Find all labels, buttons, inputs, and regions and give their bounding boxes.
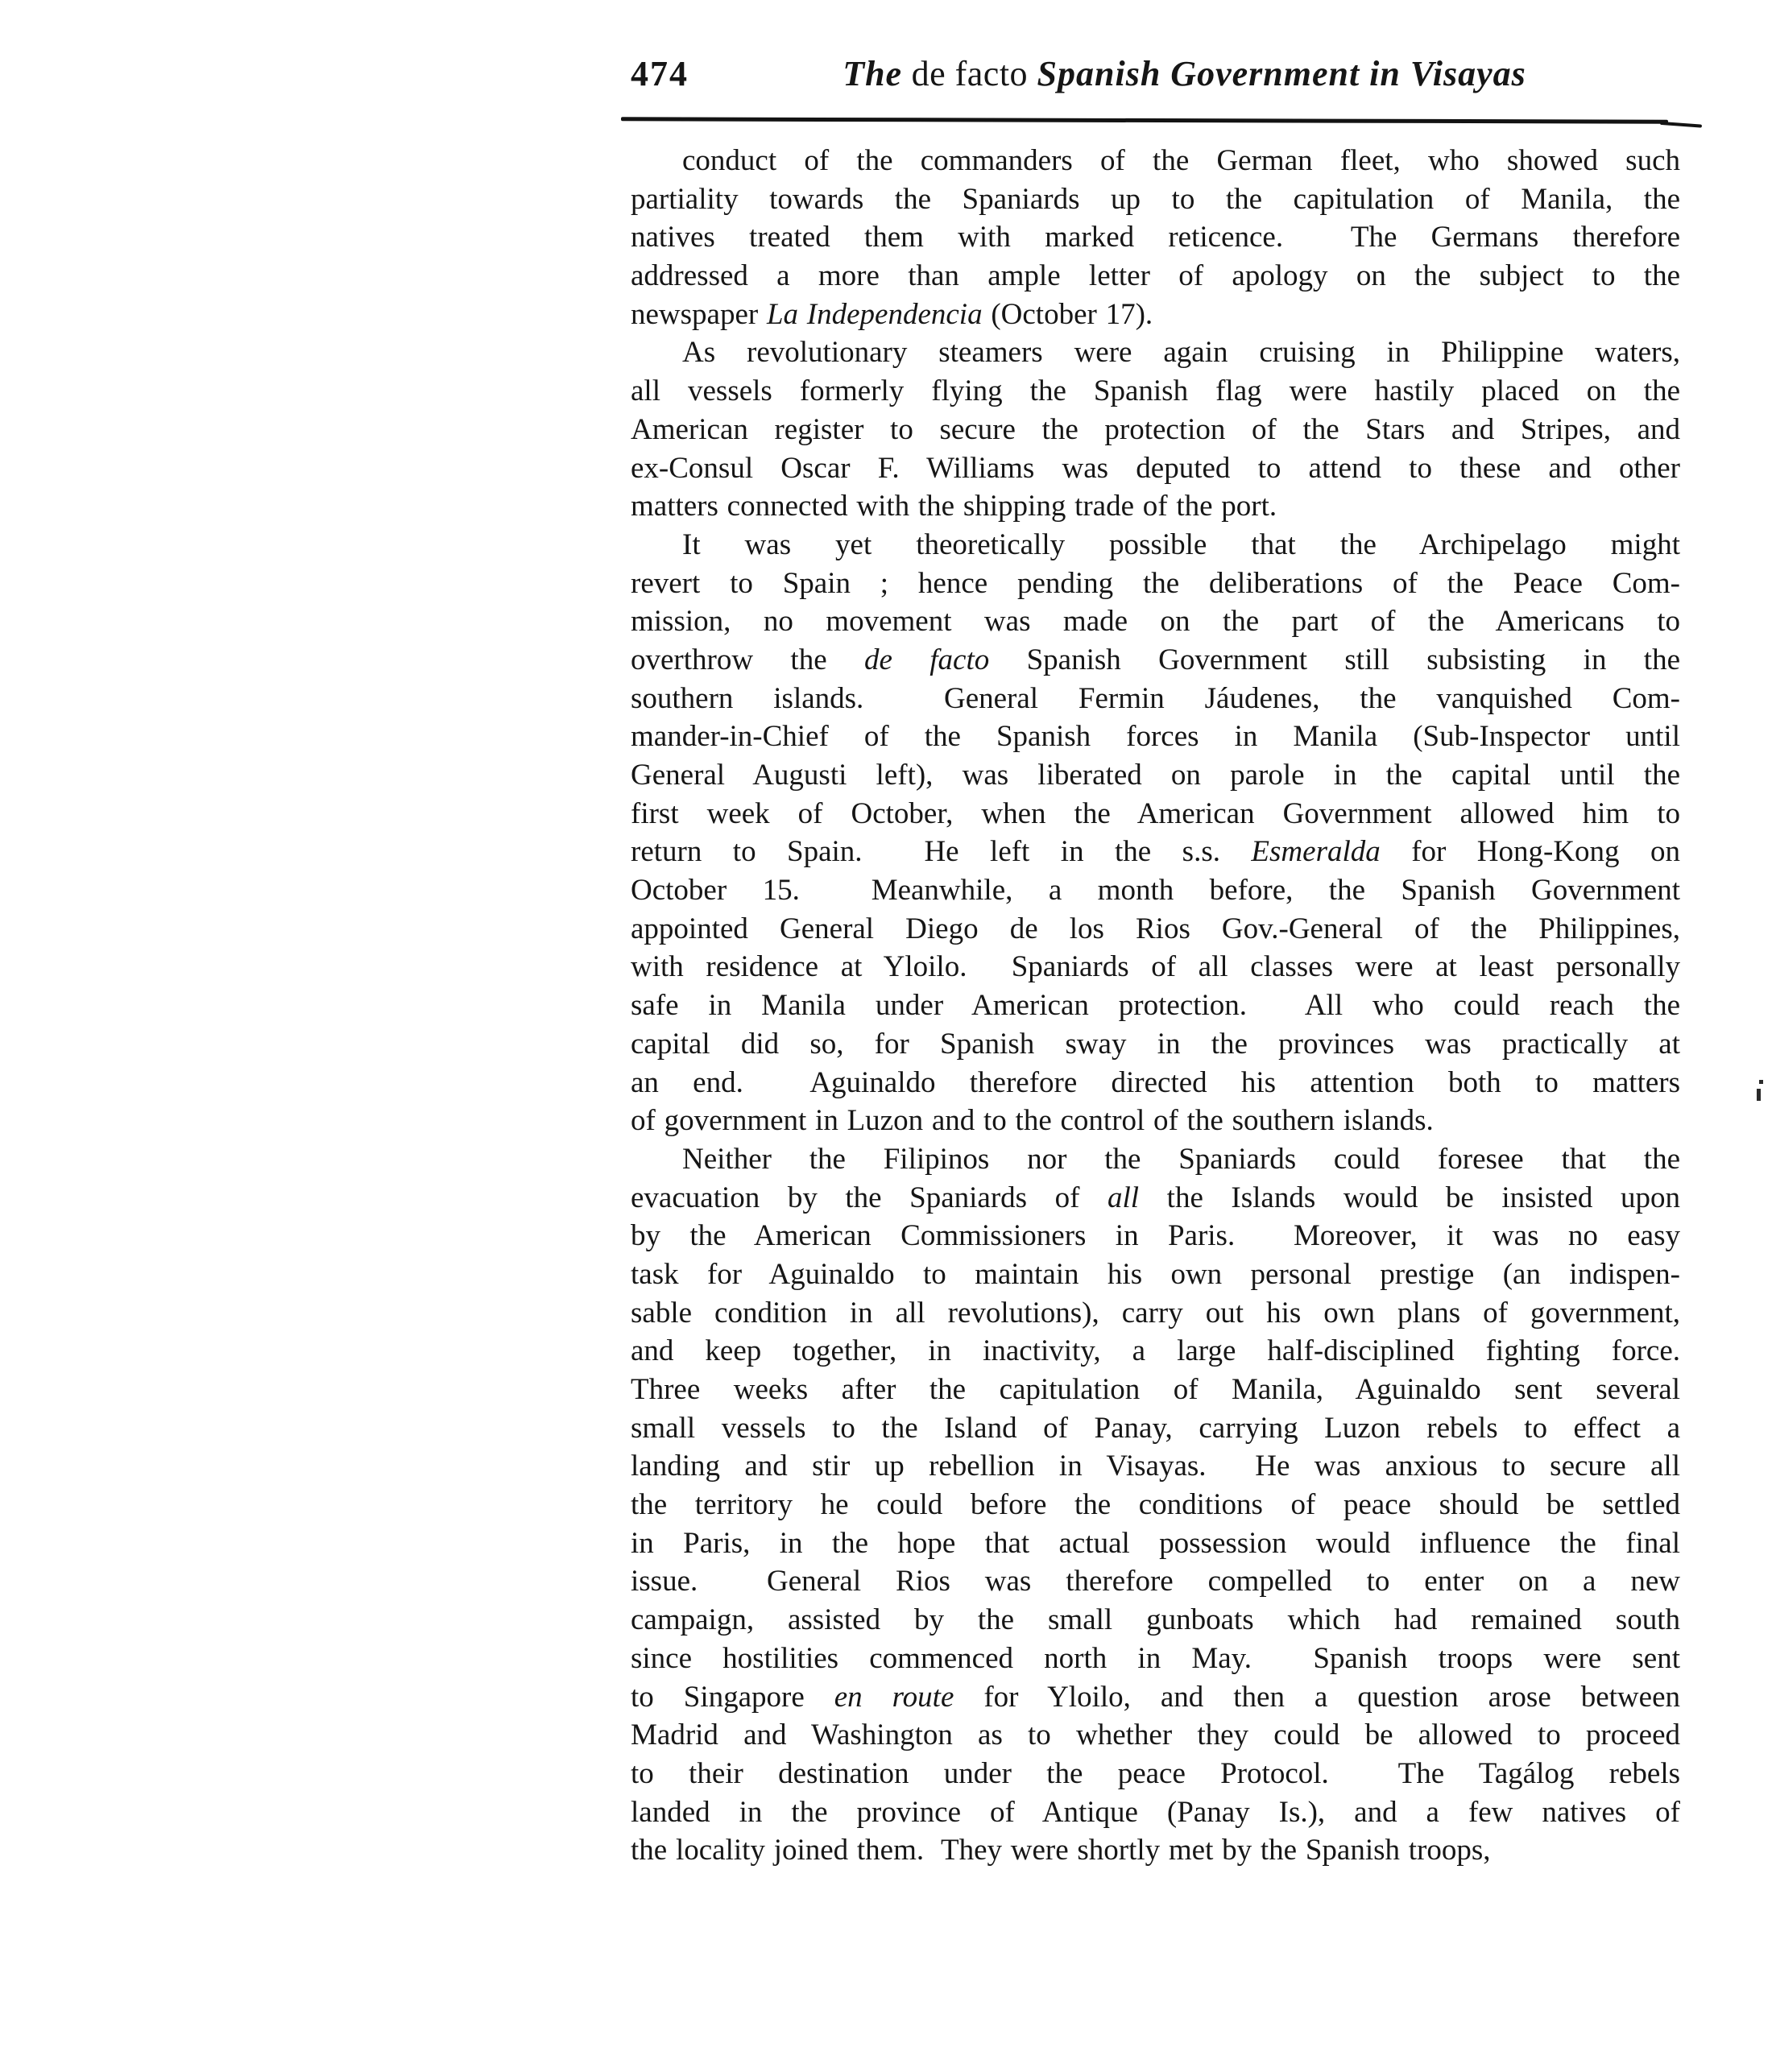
italic-text-segment: Esmeralda (1251, 835, 1381, 869)
text-segment: natives treated them with marked reticence. The Germans therefore (631, 221, 1680, 254)
text-segment: campaign, assisted by the small gunboats which had remained south (631, 1603, 1680, 1637)
text-segment: landing and stir up rebellion in Visayas. He was anxious to secure all (631, 1450, 1680, 1483)
text-segment: task for Aguinaldo to maintain his own personal prestige (an indispen- (631, 1257, 1680, 1291)
text-line (631, 142, 1680, 180)
text-segment: of government in Luzon and to the control of the southern islands. (631, 1104, 1434, 1138)
text-line (631, 1064, 1680, 1102)
text-line (631, 296, 1680, 334)
text-segment: small vessels to the Island of Panay, carrying Luzon rebels to effect a (631, 1411, 1680, 1445)
text-line (631, 1179, 1680, 1218)
text-segment: by the American Commissioners in Paris. Moreover, it was no easy (631, 1219, 1680, 1253)
text-line (631, 1409, 1680, 1448)
text-segment: appointed General Diego de los Rios Gov.-General of the Philippines, (631, 912, 1680, 945)
text-segment: It was yet theoretically possible that the Archipelago might (682, 527, 1680, 561)
text-line (631, 1140, 1680, 1179)
text-segment: since hostilities commenced north in May. Spanish troops were sent (631, 1641, 1680, 1675)
text-segment: the territory he could before the conditions of peace should be settled (631, 1488, 1680, 1522)
text-segment: sable condition in all revolutions), carry out his own plans of government, (631, 1296, 1680, 1330)
text-segment: General Augusti left), was liberated on parole in the capital until the (631, 759, 1680, 792)
text-line (631, 1640, 1680, 1678)
text-line (631, 1562, 1680, 1601)
text-line (631, 1831, 1680, 1870)
text-segment: all vessels formerly flying the Spanish flag were hastily placed on the (631, 374, 1680, 408)
paragraph (631, 526, 1680, 1140)
scan-artifact-dot (1759, 1080, 1763, 1084)
italic-text-segment: de facto (863, 643, 990, 676)
text-line (631, 680, 1680, 718)
text-line (631, 1102, 1680, 1140)
text-segment: return to Spain. He left in the s.s. (631, 835, 1252, 869)
page-title-part-roman: de facto (902, 54, 1037, 93)
text-segment: an end. Aguinaldo therefore directed his attention both to matters (631, 1065, 1680, 1099)
text-segment: Madrid and Washington as to whether they could be allowed to proceed (631, 1718, 1680, 1752)
text-line (631, 1793, 1680, 1832)
text-segment: with residence at Yloilo. Spaniards of all classes were at least personally (631, 950, 1680, 984)
header-rule (621, 117, 1668, 123)
text-segment: As revolutionary steamers were again cruising in Philippine waters, (682, 336, 1680, 370)
text-line (631, 833, 1680, 871)
text-segment: landed in the province of Antique (Panay Is.), and a few natives of (631, 1795, 1680, 1829)
text-segment: the locality joined them. They were shortly met by the Spanish troops, (631, 1834, 1491, 1867)
text-segment: addressed a more than ample letter of apology on the subject to the (631, 259, 1680, 293)
page-title-part-italic: The (843, 54, 903, 93)
text-segment: issue. General Rios was therefore compelled to enter on a new (631, 1565, 1680, 1598)
text-line (631, 257, 1680, 296)
text-line (631, 1755, 1680, 1793)
text-segment: mander-in-Chief of the Spanish forces in Manila (Sub-Inspector until (631, 720, 1680, 754)
text-line (631, 795, 1680, 833)
paragraph (631, 1140, 1680, 1870)
text-line (631, 1255, 1680, 1294)
text-line (631, 1294, 1680, 1333)
text-segment: and keep together, in inactivity, a large half-disciplined fighting force. (631, 1334, 1680, 1368)
text-line (631, 910, 1680, 949)
text-line (631, 1447, 1680, 1486)
text-segment: southern islands. General Fermin Jáudenes, the vanquished Com- (631, 681, 1680, 715)
text-line (631, 1025, 1680, 1064)
italic-text-segment: La Independencia (766, 297, 983, 331)
text-line (631, 1486, 1680, 1524)
text-segment: mission, no movement was made on the part of the Americans to (631, 605, 1680, 639)
scan-artifact-mark (1757, 1089, 1761, 1101)
paragraph (631, 142, 1680, 333)
text-line (631, 218, 1680, 257)
running-head (631, 53, 1680, 95)
text-line (631, 948, 1680, 986)
text-line (631, 372, 1680, 411)
text-segment: Spanish Government still subsisting in the (989, 643, 1680, 676)
text-segment: newspaper (631, 297, 767, 331)
italic-text-segment: en route (834, 1680, 954, 1714)
text-segment: overthrow the (631, 643, 864, 676)
text-segment: revert to Spain ; hence pending the deliberations of the Peace Com- (631, 566, 1680, 600)
text-segment: to their destination under the peace Protocol. The Tagálog rebels (631, 1756, 1680, 1790)
text-segment: conduct of the commanders of the German fleet, who showed such (682, 144, 1680, 177)
body-text (631, 142, 1680, 1870)
text-line (631, 756, 1680, 795)
text-line (631, 526, 1680, 565)
text-line (631, 449, 1680, 488)
text-line (631, 871, 1680, 910)
text-line (631, 1371, 1680, 1409)
text-line (631, 1678, 1680, 1717)
text-segment: in Paris, in the hope that actual possession would influence the final (631, 1526, 1680, 1560)
text-segment: for Hong-Kong on (1380, 835, 1680, 869)
text-line (631, 180, 1680, 219)
text-segment: ex-Consul Oscar F. Williams was deputed to attend to these and other (631, 451, 1680, 485)
text-segment: for Yloilo, and then a question arose between (954, 1680, 1680, 1714)
text-segment: the Islands would be insisted upon (1139, 1181, 1680, 1214)
page-number: 474 (631, 54, 689, 93)
text-line (631, 1217, 1680, 1255)
text-line (631, 1332, 1680, 1371)
text-segment: safe in Manila under American protection. All who could reach the (631, 989, 1680, 1023)
text-segment: Three weeks after the capitulation of Manila, Aguinaldo sent several (631, 1373, 1680, 1406)
italic-text-segment: all (1108, 1181, 1140, 1214)
text-line (631, 411, 1680, 449)
page-title-part-italic2: Spanish Government in Visayas (1037, 54, 1526, 93)
text-segment: first week of October, when the American Government allowed him to (631, 796, 1680, 830)
text-segment: to Singapore (631, 1680, 834, 1714)
text-line (631, 986, 1680, 1025)
text-segment: evacuation by the Spaniards of (631, 1181, 1108, 1214)
text-segment: partiality towards the Spaniards up to the capitulation of Manila, the (631, 182, 1680, 216)
text-line (631, 487, 1680, 526)
text-line (631, 1716, 1680, 1755)
text-line (631, 1524, 1680, 1563)
page-title (689, 53, 1680, 95)
text-line (631, 333, 1680, 372)
text-segment: American register to secure the protection of the Stars and Stripes, and (631, 412, 1680, 446)
text-segment: capital did so, for Spanish sway in the provinces was practically at (631, 1027, 1680, 1061)
text-line (631, 1601, 1680, 1640)
text-line (631, 565, 1680, 603)
paragraph (631, 333, 1680, 525)
text-line (631, 602, 1680, 641)
text-segment: Neither the Filipinos nor the Spaniards could foresee that the (682, 1142, 1680, 1176)
text-segment: (October 17). (982, 297, 1153, 331)
text-line (631, 718, 1680, 756)
text-segment: October 15. Meanwhile, a month before, the Spanish Government (631, 874, 1680, 908)
text-line (631, 641, 1680, 680)
text-segment: matters connected with the shipping trade of the port. (631, 490, 1277, 523)
